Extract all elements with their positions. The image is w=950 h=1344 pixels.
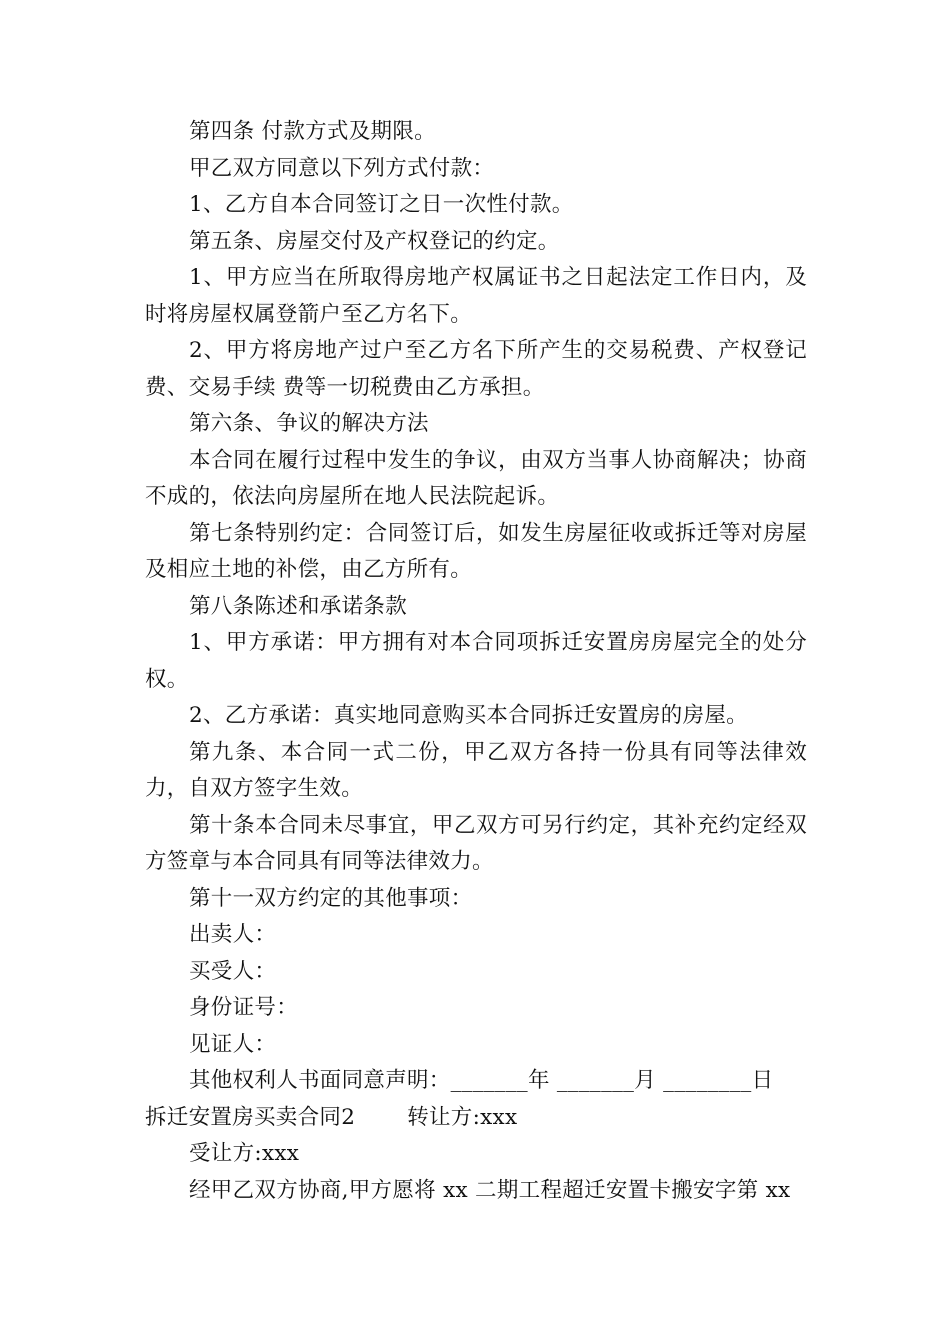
article-6-body: 本合同在履行过程中发生的争议，由双方当事人协商解决；协商不成的，依法向房屋所在地人民法院起诉。: [145, 447, 807, 509]
article-7: 第七条特别约定：合同签订后，如发生房屋征收或拆迁等对房屋及相应土地的补偿，由乙方所有。: [145, 520, 807, 582]
consent-line: 其他权利人书面同意声明：_______年 _______月 ________日: [189, 1068, 774, 1093]
second-contract-heading: 拆迁安置房买卖合同2: [145, 1104, 356, 1130]
second-contract-heading-line: [145, 1100, 807, 1137]
article-10: 第十条本合同未尽事宜，甲乙双方可另行约定，其补充约定经双方签章与本合同具有同等法律效力。: [145, 812, 807, 874]
article-6-title: 第六条、争议的解决方法: [189, 411, 429, 436]
article-5-item-2: 2、甲方将房地产过户至乙方名下所产生的交易税费、产权登记费、交易手续 费等一切税费由乙方承担。: [145, 338, 807, 400]
article-5-title: 第五条、房屋交付及产权登记的约定。: [189, 228, 560, 254]
article-8-item-1: 1、甲方承诺：甲方拥有对本合同项拆迁安置房房屋完全的处分权。: [145, 630, 807, 692]
article-8-item-2: 2、乙方承诺：真实地同意购买本合同拆迁安置房的房屋。: [189, 703, 748, 728]
seller-line: 出卖人：: [189, 922, 277, 947]
article-4-item-1: 1、乙方自本合同签订之日一次性付款。: [189, 192, 574, 217]
article-5-item-1: 1、甲方应当在所取得房地产权属证书之日起法定工作日内，及时将房屋权属登箭户至乙方名下。: [145, 265, 807, 327]
witness-line: 见证人：: [189, 1031, 277, 1057]
second-contract-opening: 经甲乙双方协商,甲方愿将 xx 二期工程超迁安置卡搬安字第 xx: [189, 1177, 791, 1203]
transferor-line: 转让方:xxx: [407, 1104, 518, 1130]
article-4-title: 第四条 付款方式及期限。: [189, 119, 436, 144]
document-body: [145, 114, 807, 1209]
id-number-line: 身份证号：: [189, 995, 299, 1020]
article-9: 第九条、本合同一式二份，甲乙双方各持一份具有同等法律效力，自双方签字生效。: [145, 739, 807, 801]
article-4-intro: 甲乙双方同意以下列方式付款：: [189, 155, 495, 181]
buyer-line: 买受人：: [189, 958, 277, 984]
transferee-line: 受让方:xxx: [189, 1141, 300, 1166]
article-8-title: 第八条陈述和承诺条款: [189, 593, 408, 619]
article-11: 第十一双方约定的其他事项：: [189, 885, 473, 911]
